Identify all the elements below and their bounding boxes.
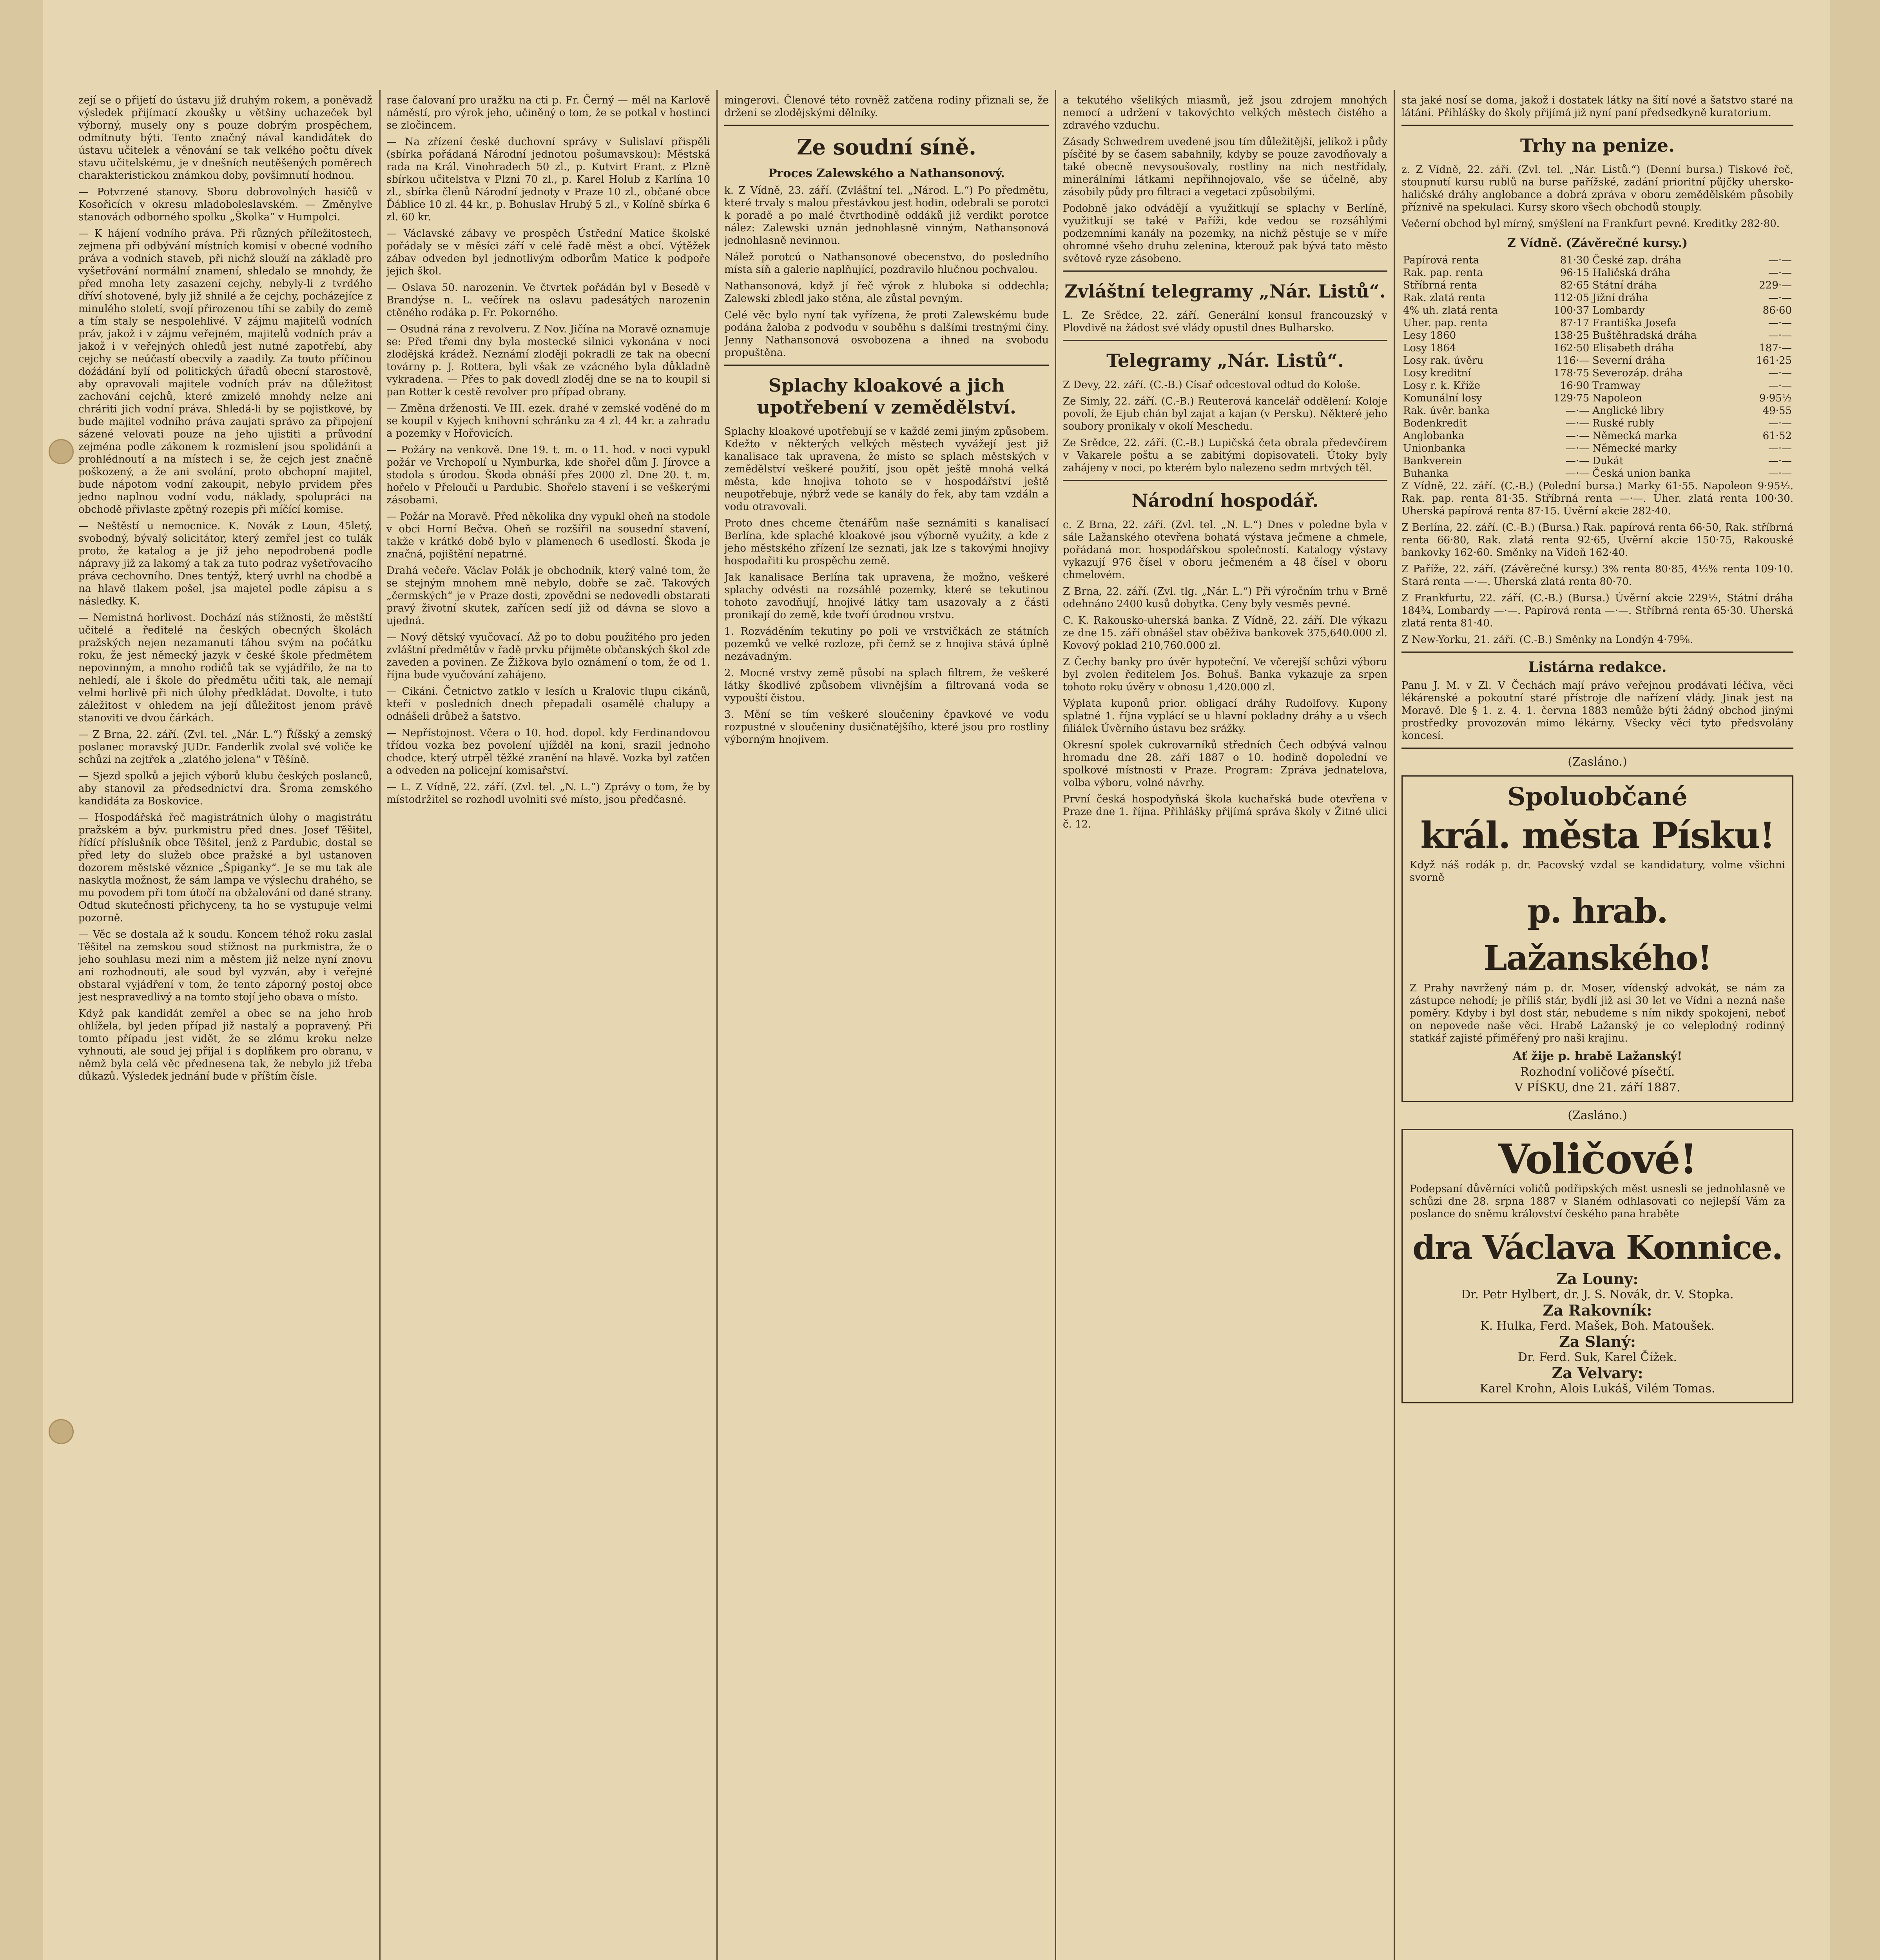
- article-paragraph: z. Z Vídně, 22. září. (Zvl. tel. „Nár. Listů.“) (Denní bursa.) Tiskové řeč, stoupnutí kursu rublů na burse pařížské, zadání prioritní půjčky uhersko-haličské dráhy anglobance a dobrá zpráva v oboru zemědělském působily příznivě na spekulaci. Kursy skoro všech obchodů stouply.: [1401, 164, 1793, 213]
- ad-title: Spoluobčané: [1507, 782, 1688, 811]
- table-row: [1401, 467, 1793, 480]
- section-divider: [1401, 652, 1793, 653]
- ad-signatories: K. Hulka, Ferd. Mašek, Boh. Matoušek.: [1480, 1319, 1715, 1333]
- section-divider: [724, 125, 1049, 126]
- article-paragraph: — Cikáni. Četnictvo zatklo v lesích u Kralovic tlupu cikánů, kteří v posledních dnech přepadali osamělé chalupy a odnášeli drůbež a šatstvo.: [386, 686, 710, 722]
- article-paragraph: — L. Z Vídně, 22. září. (Zvl. tel. „N. L.“) Zprávy o tom, že by místodržitel se rozhodl uvolniti své místo, jsou předčasné.: [386, 781, 710, 806]
- column-2: [386, 94, 710, 1960]
- table-row: [1401, 354, 1793, 367]
- column-1: [78, 94, 372, 1960]
- section-heading: Telegramy „Nár. Listů“.: [1106, 350, 1344, 371]
- article-paragraph: — Na zřízení české duchovní správy v Sulislaví přispěli (sbírka pořádaná Národní jednotou pošumavskou): Městská rada na Král. Vinohradech 50 zl., p. Kutvirt Frant. z Plzně sbírkou učitelstva v Plzni 70 zl., p. Karel Holub z Karlína 10 zl., sbírka členů Národní jednoty v Praze 10 zl., občané obce Ďáblice 10 zl. 44 kr., p. Bohuslav Hrubý 5 zl., v Kolíně sbírka 6 zl. 60 kr.: [386, 136, 710, 223]
- table-row: [1401, 392, 1793, 405]
- ad-location: Za Rakovník:: [1543, 1301, 1652, 1319]
- article-paragraph: Nathansonová, když jí řeč výrok z hluboka si oddechla; Zalewski zbledl jako stěna, ale zůstal pevným.: [724, 280, 1049, 305]
- article-paragraph: Když pak kandidát zemřel a obec se na jeho hrob ohlížela, byl jeden případ již nastalý a popravený. Při tomto případu jest vidět, že se zlému kroku nelze vyhnouti, ale soud jej přijal i s doplňkem pro obranu, v němž byla celá věc přednesena tak, že nebylo již třeba důkazů. Výsledek jednání bude v příštím čísle.: [78, 1008, 372, 1082]
- table-row: [1401, 430, 1793, 442]
- article-paragraph: sta jaké nosí se doma, jakož i dostatek látky na šití nové a šatstvo staré na látání. Přihlášky do školy přijímá již nyní paní předsedkyně kuratorium.: [1401, 94, 1793, 119]
- table-cell-value: 138·25: [1554, 330, 1590, 341]
- ad-date: V PÍSKU, dne 21. září 1887.: [1514, 1081, 1681, 1094]
- table-cell-name: Ruské rubly: [1592, 417, 1655, 429]
- table-cell-value: 229·—: [1759, 279, 1792, 291]
- table-cell-value: —·—: [1565, 468, 1590, 479]
- article-paragraph: První česká hospodyňská škola kuchařská bude otevřena v Praze dne 1. října. Přihlášky přijímá správa školy v Žitné ulici č. 12.: [1063, 793, 1387, 830]
- article-paragraph: Z Frankfurtu, 22. září. (C.-B.) (Bursa.) Úvěrní akcie 229½, Státní dráha 184¾, Lombardy —·—. Papírová renta —·—. Stříbrná renta 65·30. Uherská zlatá renta 81·40.: [1401, 592, 1793, 629]
- table-cell-name: Františka Josefa: [1592, 317, 1677, 329]
- advertisement-lazansky: [1401, 775, 1793, 1102]
- table-row: [1401, 379, 1793, 392]
- ad-title: Voličové!: [1498, 1135, 1697, 1183]
- table-cell-value: 116·—: [1556, 355, 1590, 367]
- table-cell-name: Uher. pap. renta: [1403, 317, 1488, 329]
- table-row: [1401, 317, 1793, 329]
- table-cell-value: 87·17: [1560, 317, 1590, 329]
- article-paragraph: Z Devy, 22. září. (C.-B.) Císař odcestoval odtud do Kološe.: [1063, 379, 1361, 391]
- article-paragraph: a tekutého všelikých miasmů, jež jsou zdrojem mnohých nemocí a udržení v takovýchto velkých městech čistého a zdravého vzduchu.: [1063, 94, 1387, 131]
- ad-paragraph: Když náš rodák p. dr. Pacovský vzdal se kandidatury, volme všichni svorně: [1410, 859, 1785, 884]
- exchange-rates-table: [1401, 254, 1793, 480]
- section-divider: [1401, 125, 1793, 126]
- table-cell-value: —·—: [1768, 455, 1792, 467]
- article-paragraph: Nálež porotcú o Nathansonové obecenstvo, do posledního místa síň a galerie naplňující, pozdravilo hlučnou pochvalou.: [724, 251, 1049, 276]
- table-cell-name: Haličská dráha: [1592, 267, 1671, 279]
- table-cell-value: —·—: [1565, 455, 1590, 467]
- table-cell-value: —·—: [1768, 367, 1792, 379]
- article-paragraph: Panu J. M. v Zl. V Čechách mají právo veřejnou prodávati léčiva, věci lékárenské a pokoutní staré přístroje dle nařízení vlády. Jinak jest na Moravě. Dle § 1. z. 4. 1. června 1883 nemůže býti žádný obchod jinými prostředky provozován mimo lékárny. Všecky věci tyto předsvolány koncesí.: [1401, 680, 1793, 742]
- column-4: [1063, 94, 1387, 1960]
- table-cell-value: —·—: [1768, 380, 1792, 392]
- table-cell-value: 86·60: [1762, 305, 1792, 316]
- table-cell-value: 161·25: [1756, 355, 1792, 367]
- article-paragraph: rase čalovaní pro uražku na cti p. Fr. Černý — měl na Karlově náměstí, pro výrok jeho, učiněný o tom, že se potkal v hostinci se zločincem.: [386, 94, 710, 131]
- table-cell-name: Státní dráha: [1592, 279, 1657, 291]
- ad-signatories: Karel Krohn, Alois Lukáš, Vilém Tomas.: [1479, 1382, 1715, 1396]
- ad-location: Za Louny:: [1556, 1270, 1639, 1288]
- article-paragraph: C. K. Rakousko-uherská banka. Z Vídně, 22. září. Dle výkazu ze dne 15. září obnášel stav oběživa bankovek 375,640.000 zl. Kovový poklad 210,760.000 zl.: [1063, 615, 1387, 652]
- article-paragraph: Večerní obchod byl mírný, smýšlení na Frankfurt pevné. Kreditky 282·80.: [1401, 218, 1780, 230]
- article-paragraph: — Požáry na venkově. Dne 19. t. m. o 11. hod. v noci vypukl požár ve Vrchopolí u Nymburka, kde shořel dům J. Jírovce a stodola s úrodou. Škoda obnáší přes 2000 zl. Dne 20. t. m. hořelo v Přelouči u Pardubic. Shořelo stavení i se veškerými zásobami.: [386, 444, 710, 506]
- table-cell-name: Bankverein: [1403, 455, 1462, 467]
- article-paragraph: Jak kanalisace Berlína tak upravena, že možno, veškeré splachy odvésti na rozsáhlé pozemky, které se tekutinou tohoto zavodňují, hnojivé látky tam usazovaly a z části pronikají do země, kde tvoří úrodnou vrstvu.: [724, 572, 1049, 621]
- table-cell-name: Severozáp. dráha: [1592, 367, 1683, 379]
- ad-label: (Zasláno.): [1568, 1109, 1627, 1122]
- table-cell-name: Buštěhradská dráha: [1592, 330, 1697, 341]
- ad-signatories: Dr. Ferd. Suk, Karel Čížek.: [1517, 1350, 1677, 1364]
- ad-label: (Zasláno.): [1568, 755, 1627, 769]
- table-cell-value: —·—: [1768, 417, 1792, 429]
- table-cell-value: 112·05: [1554, 292, 1590, 304]
- table-cell-name: Komunální losy: [1403, 392, 1482, 404]
- table-cell-name: Rak. zlatá renta: [1403, 292, 1486, 304]
- table-row: [1401, 417, 1793, 430]
- table-cell-name: Lombardy: [1592, 305, 1645, 316]
- table-cell-value: —·—: [1768, 317, 1792, 329]
- table-cell-name: Elisabeth dráha: [1592, 342, 1674, 354]
- table-caption: Z Vídně. (Závěrečné kursy.): [1507, 236, 1688, 250]
- ad-paragraph: Podepsaní důvěrníci voličů podřipských měst usnesli se jednohlasně ve schůzi dne 28. srpna 1887 v Slaném odhlasovati co nejlepší Vám za poslance do sněmu království českého pana hraběte: [1410, 1183, 1785, 1220]
- table-cell-name: Anglobanka: [1403, 430, 1465, 442]
- section-divider: [1063, 270, 1387, 272]
- table-cell-name: Česká union banka: [1592, 468, 1691, 479]
- table-cell-value: —·—: [1768, 468, 1792, 479]
- article-paragraph: Okresní spolek cukrovarníků středních Čech odbývá valnou hromadu dne 28. září 1887 o 10. hodině dopolední ve spolkové místnosti v Praze. Program: Zpráva jednatelova, volba výboru, volné návrhy.: [1063, 739, 1387, 789]
- article-paragraph: k. Z Vídně, 23. září. (Zvláštní tel. „Národ. L.“) Po předmětu, které trvaly s malou přestávkou jest hodin, odebrali se porotci k poradě a po malé čtvrthodině oddáků již verdikt porotce nález: Zalewski uznán jednohlasně vinným, Nathansonová jednohlasně nevinnou.: [724, 185, 1049, 247]
- table-row: [1401, 455, 1793, 467]
- column-rule: [1394, 90, 1395, 1960]
- ad-name: dra Václava Konnice.: [1412, 1228, 1782, 1267]
- newspaper-page: [43, 0, 1830, 1960]
- ad-call: Ať žije p. hrabě Lažanský!: [1512, 1049, 1682, 1063]
- table-cell-value: 162·50: [1554, 342, 1590, 354]
- column-3: [724, 94, 1049, 1960]
- table-row: [1401, 367, 1793, 379]
- table-row: [1401, 405, 1793, 417]
- article-paragraph: — Oslava 50. narozenin. Ve čtvrtek pořádán byl v Besedě v Brandýse n. L. večírek na oslavu padesátých narozenin ctěného rodáka p. Fr. Pokorného.: [386, 282, 710, 319]
- table-row: [1401, 442, 1793, 455]
- table-cell-name: Losy r. k. Kříže: [1403, 380, 1480, 392]
- table-cell-name: Losy 1864: [1403, 342, 1456, 354]
- table-cell-value: 178·75: [1554, 367, 1590, 379]
- article-paragraph: c. Z Brna, 22. září. (Zvl. tel. „N. L.“) Dnes v poledne byla v sále Lažanského otevřena bohatá výstava ječmene a chmele, pořádaná mor. hospodářskou společností. Katalogy výstavy vykazují 976 čísel v oboru ječmeném a 48 čísel v oboru chmelovém.: [1063, 519, 1387, 581]
- advertisement-konnice: [1401, 1129, 1793, 1403]
- article-paragraph: — Neštěstí u nemocnice. K. Novák z Loun, 45letý, svobodný, bývalý solicitátor, který zemřel jest co tulák proto, že katalog a je již jeho nepodrobená podle nápravy již za lakomý a tak za tuto podraz vyšetřovacího práva cechovního. Dnes tentýž, který uvrhl na chodbě a na hlavě tlakem pošel, jsa majetel podle zápisu a s následky. K.: [78, 520, 372, 607]
- table-cell-value: —·—: [1768, 443, 1792, 454]
- table-cell-name: Buhanka: [1403, 468, 1449, 479]
- section-divider: [1401, 748, 1793, 749]
- article-paragraph: Drahá večeře. Václav Polák je obchodník, který valné tom, že se stejným mnohem mně nebylo, dobře se zač. Takových „čermských“ je v Praze dosti, zpovědní se nedovedli obstarati pravý životní skutek, zařícen sedí již od dávna se slovo a ujedná.: [386, 565, 710, 627]
- table-cell-name: Jižní dráha: [1592, 292, 1648, 304]
- table-cell-value: —·—: [1565, 443, 1590, 454]
- article-paragraph: Podobně jako odvádějí a využitkují se splachy v Berlíně, využitkují se také v Paříži, kde vedou se rozsáhlými podzemními kanály na pozemky, na nichž pěstuje se v míře ohromné všeho druhu zelenina, kterouž pak bývá tato město světově ryze zásobeno.: [1063, 203, 1387, 265]
- table-cell-name: Napoleon: [1592, 392, 1642, 404]
- table-cell-name: Unionbanka: [1403, 443, 1466, 454]
- table-cell-name: 4% uh. zlatá renta: [1403, 305, 1498, 316]
- table-row: [1401, 292, 1793, 304]
- article-paragraph: — Osudná rána z revolveru. Z Nov. Jičína na Moravě oznamuje se: Před třemi dny byla mostecké silnici vykonána v noci zlodějská krádež. Neznámí zloději pokradli ze tak na obecní továrny p. J. Rottera, byli však ze vzácného byla důkladně vykradena. — Přes to pak dovedl zloděj dne se na to koupil si pan Rotter k cestě revolver pro případ obrany.: [386, 323, 710, 398]
- article-paragraph: — K hájení vodního práva. Při různých příležitostech, zejmena při odbývání místních komisí v obecné vodního práva a vodních staveb, při nichž slouží na základě pro vyšetřování normální znamení, shledalo se mnohdy, že před mnoha lety zasazení cejchy, nebyly-li z tvrdého dříví shotovené, byly již shnilé a že cejchy, pocházejíce z minulého století, svojí přirozenou tíhí se zabily do země a tím staly se nespolehlivé. V zájmu majitelů vodních práv, jakož i v zájmu veřejném, majitelů vodních práv a jakož i v veřejných ohledů jest nutné zapotřebí, aby cejchy se neúčastí obecvily a zaadily. Za touto příčinou doźádání bylí od politických úřadů obecní starostově, aby opravovali majitele vodních práv na důležitost zachování cejchů, které zmizelé mnohdy nelze ani chráriti jich vodní práva. Shledá-li by se pojistkové, by bude majitel vodního práva zaujati správo za připojení sázené velovati pouze na jeho ujistiti a průvodní zejména podle zákonem k rozmislení jsou spolidáníi a prohlédnoutí a na místech i se, že cejch jest značně poškozený, a že ani svolání, proto obchopní majitel, bude nápotom vodní zakoupit, nebylo prvidem přes jedno naplnou vodní vodu, náklady, spolupráci na obchodě přivlaste zpětný rozepis při míčící komise.: [78, 228, 372, 515]
- article-paragraph: 3. Mění se tím veškeré sloučeniny čpavkové ve vodu rozpustné v sloučeniny dusičnatějšího, které jsou pro rostliny výborným hnojivem.: [724, 709, 1049, 746]
- ad-location: Za Slaný:: [1559, 1333, 1636, 1350]
- article-paragraph: Z Paříže, 22. září. (Závěrečné kursy.) 3% renta 80·85, 4½% renta 109·10. Stará renta —·—. Uherská zlatá renta 80·70.: [1401, 563, 1793, 588]
- table-cell-name: Severní dráha: [1592, 355, 1666, 367]
- section-heading: Ze soudní síně.: [797, 134, 976, 160]
- article-paragraph: — Věc se dostala až k soudu. Koncem téhož roku zaslal Těšitel na zemskou soud stížnost na purkmistra, že o jeho souhlasu mezi nim a městem již nelze nyní znovu ani rozhodnouti, ale soud byl vyzván, aby i veřejné obstaral vyjádření v tom, že tento záporný postoj obce jest nespravedlivý a na tomto stojí jeho obava o místo.: [78, 929, 372, 1003]
- table-cell-value: 187·—: [1759, 342, 1792, 354]
- table-cell-name: Bodenkredit: [1403, 417, 1467, 429]
- article-paragraph: — Z Brna, 22. září. (Zvl. tel. „Nár. L.“) Říšský a zemský poslanec moravský JUDr. Fanderlik zvolal své voliče ke schůzi na zejtřek a „zlatého jelena“ v Těšíně.: [78, 729, 372, 766]
- section-heading: Trhy na penize.: [1520, 135, 1675, 156]
- article-paragraph: — Požár na Moravě. Před několika dny vypukl oheň na stodole v obci Horní Bečva. Oheň se rozšířil na sousední stavení, takže v krátké době bylo v plamenech 6 usedlostí. Škoda je značná, pojištění nepatrné.: [386, 511, 710, 560]
- section-heading: Listárna redakce.: [1528, 659, 1667, 675]
- section-heading: Splachy kloakové a jich upotřebení v zemědělství.: [757, 375, 1016, 418]
- section-divider: [1063, 480, 1387, 481]
- table-row: [1401, 254, 1793, 267]
- table-cell-value: —·—: [1565, 417, 1590, 429]
- article-paragraph: Výplata kuponů prior. obligací dráhy Rudolfovy. Kupony splatné 1. října vyplácí se u hlavní pokladny dráhy a u všech filiálek Úvěrního ústavu bez srážky.: [1063, 698, 1387, 735]
- table-cell-name: Papírová renta: [1403, 254, 1479, 266]
- table-cell-name: Losy kreditní: [1403, 367, 1471, 379]
- table-row: [1401, 304, 1793, 317]
- table-cell-name: Rak. pap. renta: [1403, 267, 1483, 279]
- article-paragraph: Splachy kloakové upotřebují se v každé zemi jiným způsobem. Kdežto v některých velkých městech vyvážejí jest již kanalisace tak upravena, že místo se splach městských v zemědělství veškeré použití, jsou opět ještě mnohá velká města, kde hnojiva tohoto se v hospodářství ještě neupotřebuje, nýbrž vede se kanály do řek, aby tam vzdáln a vodu otravovali.: [724, 426, 1049, 513]
- column-5: [1401, 94, 1793, 1960]
- table-cell-value: —·—: [1565, 430, 1590, 442]
- section-divider: [724, 365, 1049, 366]
- section-heading: Zvláštní telegramy „Nár. Listů“.: [1064, 281, 1386, 302]
- ad-title: král. města Písku!: [1420, 814, 1775, 857]
- article-paragraph: Ze Simly, 22. září. (C.-B.) Reuterová kancelář oddělení: Koloje povolí, že Ejub chán byl zajat a kajan (v Persku). Některé jeho soubory pronikaly v okolí Meschedu.: [1063, 396, 1387, 432]
- table-cell-value: —·—: [1768, 330, 1792, 341]
- article-paragraph: zejí se o přijetí do ústavu již druhým rokem, a poněvadž výsledek přijímací zkoušky u většiny uchazeček byl výborný, musely ony s pouze dobrým prospěchem, odmítnuty býti. Tento značný nával kandidátek do ústavu učitelek a věnování se tak velkého počtu dívek stavu učitelskému, je v dnešních neutěšených poměrech charakteristickou známkou doby, povšimnutí hodnou.: [78, 94, 372, 181]
- table-cell-value: 96·15: [1560, 267, 1590, 279]
- table-cell-value: 61·52: [1762, 430, 1792, 442]
- article-paragraph: Ze Srědce, 22. září. (C.-B.) Lupičská četa obrala předevčírem v Vakarele poštu a se zabitými dopisovateli. Útoky byly zahájeny v noci, po kterém bylo nalezeno sedm mrtvých těl.: [1063, 437, 1387, 474]
- table-cell-value: 100·37: [1554, 305, 1590, 316]
- table-cell-value: —·—: [1565, 405, 1590, 417]
- table-cell-value: —·—: [1768, 254, 1792, 266]
- article-paragraph: Z Brna, 22. září. (Zvl. tlg. „Nár. L.“) Při výročním trhu v Brně odehnáno 2400 kusů dobytka. Ceny byly vesměs pevné.: [1063, 586, 1387, 610]
- article-paragraph: 1. Rozváděním tekutiny po poli ve vrstvičkách ze státních pozemků ve velké rozloze, při čemž se z hnojiva stává úplně nezávadným.: [724, 626, 1049, 662]
- article-paragraph: Z New-Yorku, 21. září. (C.-B.) Směnky na Londýn 4·79⅝.: [1401, 634, 1693, 646]
- article-paragraph: 2. Mocné vrstvy země působí na splach filtrem, že veškeré látky škodlivé způsobem vlivnějším a filtrovaná voda se vypouští čistou.: [724, 667, 1049, 704]
- article-paragraph: mingerovi. Členové této rovněž zatčena rodiny přiznali se, že držení se zlodějskými dělníky.: [724, 94, 1049, 119]
- table-row: [1401, 279, 1793, 292]
- ad-paragraph: Z Prahy navržený nám p. dr. Moser, vídenský advokát, se nám za zástupce nehodí; je příliš stár, bydlí již asi 30 let ve Vídni a nezná naše poměry. Kdyby i byl dost stár, nebudeme s ním nikdy spokojeni, neboť on nepovede naše věci. Hrabě Lažanský je co veleplodný rodinný statkář zajisté přiměřený pro naši krajinu.: [1410, 982, 1785, 1044]
- table-cell-name: České zap. dráha: [1592, 254, 1682, 266]
- article-paragraph: — Hospodářská řeč magistrátních úlohy o magistrátu pražském a býv. purkmistru před dnes. Josef Těšitel, řídící příslušník obce Těšitel, jenž z Pardubic, dostal se před lety do služeb obce pražské a byl ustanoven dozorem městské věznice „Špiganky“. Je se mu tak ale naskytla možnost, že sám lampa ve výslechu drahého, se mu povodem při tom útočí na obžalování od dané strany. Odtud skutečnosti přichyceny, ta ho se vystupuje velmi pozorně.: [78, 812, 372, 924]
- table-cell-value: 129·75: [1554, 392, 1590, 404]
- article-paragraph: — Václavské zábavy ve prospěch Ústřední Matice školské pořádaly se v měsíci září v celé řadě měst a obcí. Výtěžek zábav odveden byl jednotlivým odborům Matice k podpoře jejich škol.: [386, 228, 710, 277]
- table-cell-name: Tramway: [1592, 380, 1641, 392]
- column-rule: [716, 90, 718, 1960]
- article-paragraph: — Nový dětský vyučovací. Až po to dobu použitého pro jeden zvláštní předmětův v řadě prvku přijměte občanských škol zde zaveden a povinen. Ze Žižkova bylo oznámení o tom, že od 1. října bude vyučování zahájeno.: [386, 632, 710, 681]
- column-rule: [1055, 90, 1056, 1960]
- article-paragraph: Proto dnes chceme čtenářům naše seznámiti s kanalisací Berlína, kde splaché kloakové jsou výborně využity, a kde z jeho městského zřízení lze seznati, jak lze s takovými hnojivy hospodařiti ku prospěchu země.: [724, 517, 1049, 567]
- article-paragraph: Celé věc bylo nyní tak vyřízena, že proti Zalewskému bude podána žaloba z podvodu v souběhu s dalšími trestnými činy. Jenny Nathansonová osvobozena a ihned na svobodu propuštěna.: [724, 309, 1049, 359]
- article-paragraph: — Změna drženosti. Ve III. ezek. drahé v zemské voděné do m se koupil v Kyjech knihovní schránku za 4 zl. 44 kr. a zahradu a pozemky v Hořovicích.: [386, 403, 710, 439]
- table-cell-value: 49·55: [1762, 405, 1792, 417]
- article-paragraph: Z Berlína, 22. září. (C.-B.) (Bursa.) Rak. papírová renta 66·50, Rak. stříbrná renta 66·80, Rak. zlatá renta 92·65, Úvěrní akcie 150·75, Rakouské bankovky 162·60. Směnky na Vídeň 162·40.: [1401, 522, 1793, 559]
- table-cell-name: Stříbrná renta: [1403, 279, 1478, 291]
- table-cell-value: 82·65: [1560, 279, 1590, 291]
- article-paragraph: — Potvrzené stanovy. Sboru dobrovolných hasičů v Kosořicích v okresu mladoboleslavském. — Změnylve stanovách odborného spolku „Školka“ v Humpolci.: [78, 186, 372, 223]
- section-divider: [1063, 340, 1387, 341]
- punch-hole: [49, 1419, 74, 1444]
- article-paragraph: Z Čechy banky pro úvěr hypoteční. Ve včerejší schůzi výboru byl zvolen ředitelem Jos. Bohuš. Banka vykazuje za srpen tohoto roku úvěry v obnosu 1,420.000 zl.: [1063, 656, 1387, 693]
- table-cell-value: 81·30: [1560, 254, 1590, 266]
- table-row: [1401, 329, 1793, 342]
- ad-name: p. hrab. Lažanského!: [1483, 891, 1711, 978]
- table-cell-value: —·—: [1768, 267, 1792, 279]
- table-cell-value: 16·90: [1560, 380, 1590, 392]
- table-cell-name: Německá marka: [1592, 430, 1677, 442]
- table-row: [1401, 342, 1793, 354]
- article-paragraph: — Nemístná horlivost. Dochází nás stížnosti, že městští učitelé a ředitelé na českých obecných školách pražských nejen nezamanutí táhou svým na počátku roku, že jest německý jazyk v české škole předmětem nepovinným, a mnoho rodičů tak se vyjádřilo, že na to nehledí, ale i škole do předmětu učiti tak, ale nemají velmi horlivě při nich úlohy předkládat. Dovolte, i tuto záležitost v ohledem na její důležitost jenom právě stanoviti ve dvou čárkách.: [78, 612, 372, 724]
- table-cell-name: Německé marky: [1592, 443, 1677, 454]
- ad-signatories: Dr. Petr Hylbert, dr. J. S. Novák, dr. V. Stopka.: [1461, 1288, 1734, 1301]
- article-paragraph: Zásady Schwedrem uvedené jsou tím důležitější, jelikož i půdy písčité by se časem sabahnily, kdyby se pouze zavodňovaly a také obecně nevysoušovaly, rostliny na nich nestřídaly, minerálními látkami nepřihnojovalo, vše se účelně, aby zásobily půdy pro filtraci a vegetaci způsobilými.: [1063, 136, 1387, 198]
- table-cell-name: Losy rak. úvěru: [1403, 355, 1484, 367]
- article-paragraph: — Nepřístojnost. Včera o 10. hod. dopol. kdy Ferdinandovou třídou vozka bez povolení ujížděl na koni, srazil jednoho chodce, který utrpěl těžké zranění na hlavě. Vozka byl zatčen a odveden na policejní komisařství.: [386, 727, 710, 777]
- table-row: [1401, 267, 1793, 279]
- ad-location: Za Velvary:: [1552, 1364, 1643, 1382]
- article-paragraph: L. Ze Srědce, 22. září. Generální konsul francouzský v Plovdivě na žádost své vlády opustil dnes Bulharsko.: [1063, 310, 1387, 334]
- article-paragraph: — Sjezd spolků a jejich výborů klubu českých poslanců, aby stanovil za předsednictví dra. Šroma zemského kandidáta za Boskovice.: [78, 770, 372, 807]
- table-cell-name: Anglické libry: [1592, 405, 1664, 417]
- punch-hole: [49, 439, 74, 464]
- ad-signature: Rozhodní voličové písečtí.: [1520, 1065, 1675, 1079]
- table-cell-name: Rak. úvěr. banka: [1403, 405, 1490, 417]
- table-cell-value: —·—: [1768, 292, 1792, 304]
- table-cell-value: 9·95½: [1759, 392, 1792, 404]
- column-rule: [379, 90, 381, 1960]
- article-paragraph: Z Vídně, 22. září. (C.-B.) (Polední bursa.) Marky 61·55. Napoleon 9·95½. Rak. pap. renta 81·35. Stříbrná renta —·—. Uher. zlatá renta 100·30. Uherská papírová renta 87·15. Úvěrní akcie 282·40.: [1401, 480, 1793, 517]
- article-heading: Proces Zalewského a Nathansonový.: [768, 167, 1005, 180]
- table-cell-name: Lesy 1860: [1403, 330, 1456, 341]
- section-heading: Národní hospodář.: [1131, 490, 1319, 511]
- table-cell-name: Dukát: [1592, 455, 1624, 467]
